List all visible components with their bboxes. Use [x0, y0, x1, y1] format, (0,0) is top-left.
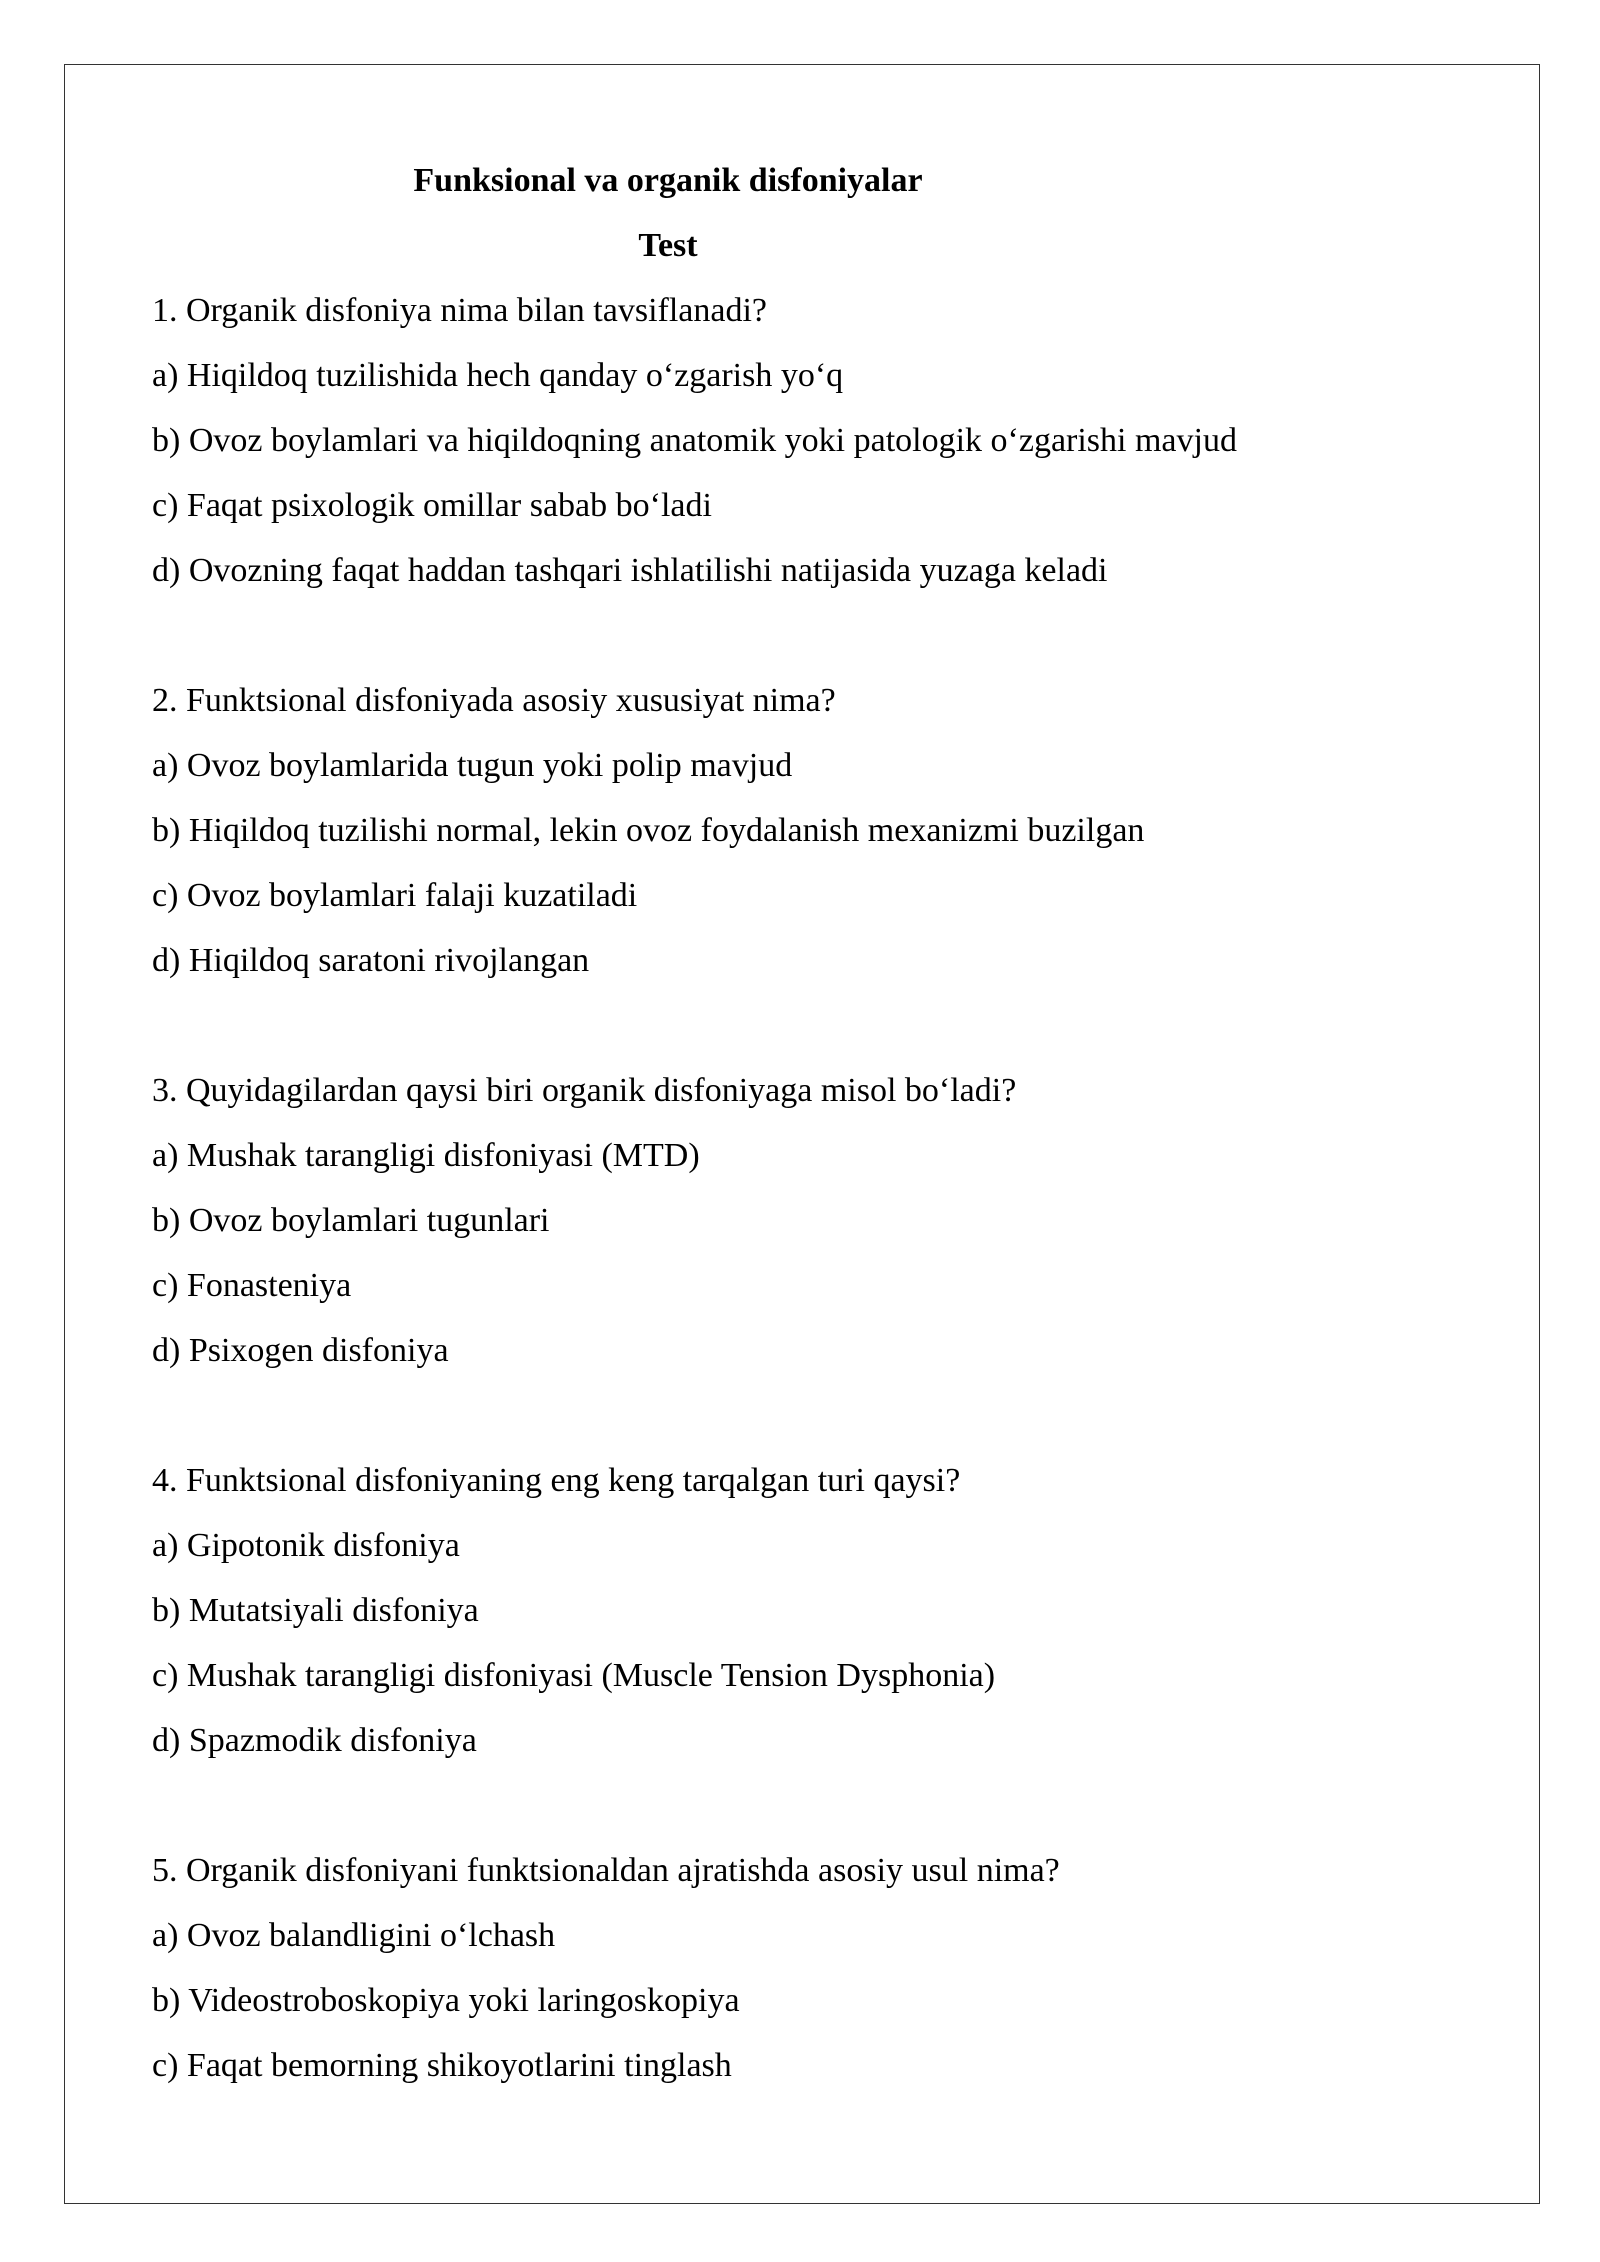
answer-option: a) Hiqildoq tuzilishida hech qanday o‘zgarish yo‘q: [152, 357, 844, 394]
answer-option: a) Ovoz boylamlarida tugun yoki polip mavjud: [152, 747, 793, 784]
question-text: 5. Organik disfoniyani funktsionaldan ajratishda asosiy usul nima?: [152, 1852, 1060, 1889]
answer-option: c) Mushak tarangligi disfoniyasi (Muscle Tension Dysphonia): [152, 1657, 996, 1694]
answer-option: a) Gipotonik disfoniya: [152, 1527, 460, 1564]
answer-option: b) Ovoz boylamlari va hiqildoqning anatomik yoki patologik o‘zgarishi mavjud: [152, 422, 1237, 459]
answer-option: b) Hiqildoq tuzilishi normal, lekin ovoz foydalanish mexanizmi buzilgan: [152, 812, 1145, 849]
answer-option: d) Psixogen disfoniya: [152, 1332, 449, 1369]
answer-option: b) Ovoz boylamlari tugunlari: [152, 1202, 550, 1239]
question-text: 4. Funktsional disfoniyaning eng keng tarqalgan turi qaysi?: [152, 1462, 961, 1499]
answer-option: b) Mutatsiyali disfoniya: [152, 1592, 479, 1629]
answer-option: c) Ovoz boylamlari falaji kuzatiladi: [152, 877, 638, 914]
question-4: [152, 1448, 1452, 1773]
question-text: 1. Organik disfoniya nima bilan tavsiflanadi?: [152, 292, 768, 329]
answer-option: a) Ovoz balandligini o‘lchash: [152, 1917, 556, 1954]
answer-option: d) Ovozning faqat haddan tashqari ishlatilishi natijasida yuzaga keladi: [152, 552, 1108, 589]
answer-option: c) Fonasteniya: [152, 1267, 352, 1304]
question-text: 2. Funktsional disfoniyada asosiy xususiyat nima?: [152, 682, 836, 719]
answer-option: c) Faqat bemorning shikoyotlarini tinglash: [152, 2047, 732, 2084]
document-body: [152, 148, 1452, 2098]
document-title: Funksional va organik disfoniyalar: [413, 162, 923, 199]
answer-option: b) Videostroboskopiya yoki laringoskopiya: [152, 1982, 740, 2019]
document-subtitle: Test: [638, 227, 698, 264]
answer-option: d) Hiqildoq saratoni rivojlangan: [152, 942, 590, 979]
answer-option: a) Mushak tarangligi disfoniyasi (MTD): [152, 1137, 700, 1174]
answer-option: d) Spazmodik disfoniya: [152, 1722, 477, 1759]
question-5: [152, 1838, 1452, 2098]
question-1: [152, 278, 1452, 603]
question-2: [152, 668, 1452, 993]
question-3: [152, 1058, 1452, 1383]
question-text: 3. Quyidagilardan qaysi biri organik disfoniyaga misol bo‘ladi?: [152, 1072, 1017, 1109]
answer-option: c) Faqat psixologik omillar sabab bo‘ladi: [152, 487, 712, 524]
question-list: [152, 278, 1452, 2098]
